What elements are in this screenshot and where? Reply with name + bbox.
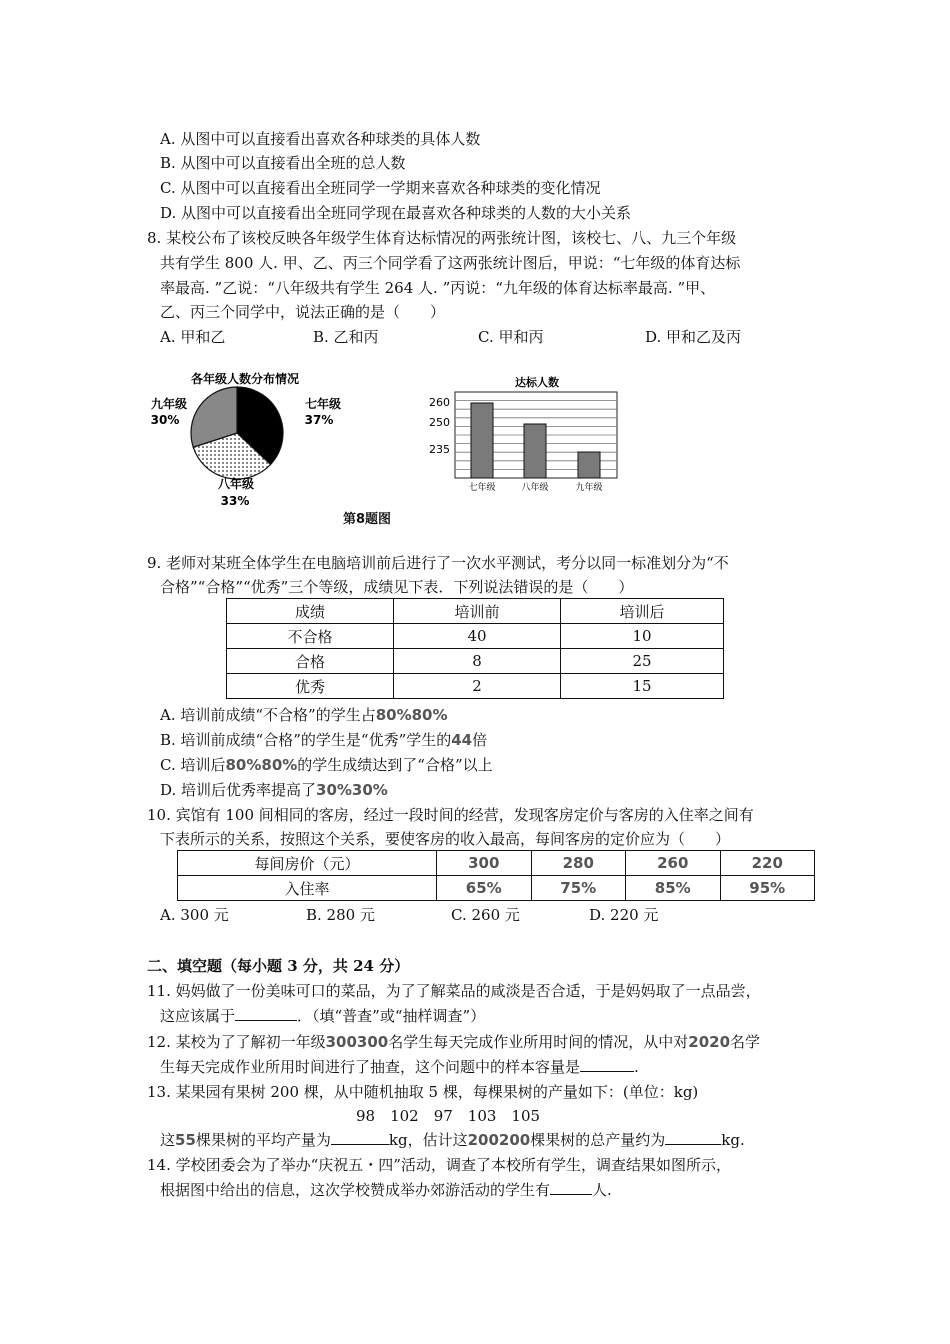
q14-line-1: 14. 学校团委会为了举办“庆祝五・四”活动，调查了本校所有学生，调查结果如图所示， [147, 1156, 731, 1174]
table-header: 入住率 [178, 876, 437, 901]
table-row [227, 624, 724, 649]
table-row [178, 876, 815, 901]
section-2-title: 二、填空题（每小题 3 分，共 24 分） [147, 957, 410, 975]
pie-label-grade7: 七年级 [304, 397, 342, 411]
table-header: 每间房价（元） [178, 851, 437, 876]
table-cell: 260 [626, 851, 721, 876]
bar-ytick-250: 250 [429, 416, 450, 429]
table-cell: 优秀 [227, 674, 394, 699]
table-header: 培训后 [561, 599, 724, 624]
q14-line-2: 根据图中给出的信息，这次学校赞成举办郊游活动的学生有 人. [160, 1181, 612, 1199]
table-cell: 40 [394, 624, 561, 649]
q11-line-2: 这应该属于 ．（填“普查”或“抽样调查”） [160, 1007, 486, 1025]
answer-blank[interactable] [550, 1180, 592, 1195]
q10-option-d: D. 220 元 [589, 906, 659, 924]
q13-line-3: 这55棵果树的平均产量为 kg，估计这200200棵果树的总产量约为 kg. [160, 1131, 745, 1149]
table-cell: 75% [531, 876, 626, 901]
q10-line-1: 10. 宾馆有 100 间相同的客房，经过一段时间的经营，发现客房定价与客房的入住率之间有 [147, 806, 754, 824]
answer-blank[interactable] [580, 1057, 634, 1072]
q9-line-2: 合格”“合格”“优秀”三个等级，成绩见下表．下列说法错误的是（ ） [160, 578, 634, 596]
q8-option-d: D. 甲和乙及丙 [645, 328, 742, 346]
q9-table [226, 598, 724, 699]
q8-line-1: 8. 某校公布了该校反映各年级学生体育达标情况的两张统计图，该校七、八、九三个年级 [147, 229, 737, 247]
table-cell: 8 [394, 649, 561, 674]
bar-grade7 [471, 403, 493, 478]
q8-line-4: 乙、丙三个同学中，说法正确的是（ ） [160, 303, 446, 321]
answer-blank[interactable] [235, 1006, 297, 1021]
q9-option-a: A. 培训前成绩“不合格”的学生占80%80% [160, 706, 448, 724]
table-row [227, 674, 724, 699]
q10-option-a: A. 300 元 [160, 906, 229, 924]
q9-option-b: B. 培训前成绩“合格”的学生是“优秀”学生的44倍 [160, 731, 488, 749]
q8-option-c: C. 甲和丙 [478, 328, 544, 346]
table-cell: 85% [626, 876, 721, 901]
table-header: 成绩 [227, 599, 394, 624]
table-cell: 95% [720, 876, 815, 901]
table-cell: 280 [531, 851, 626, 876]
q7-option-a: A. 从图中可以直接看出喜欢各种球类的具体人数 [160, 130, 481, 148]
bar-ytick-235: 235 [429, 443, 450, 456]
table-cell: 25 [561, 649, 724, 674]
q13-data: 98 102 97 103 105 [356, 1107, 541, 1125]
bar-ytick-260: 260 [429, 396, 450, 409]
table-cell: 合格 [227, 649, 394, 674]
pie-title: 各年级人数分布情况 [190, 372, 300, 386]
q9-option-c: C. 培训后80%80%的学生成绩达到了“合格”以上 [160, 756, 493, 774]
pie-label-grade8: 八年级 [217, 477, 255, 491]
q7-option-c: C. 从图中可以直接看出全班同学一学期来喜欢各种球类的变化情况 [160, 179, 601, 197]
table-cell: 65% [437, 876, 532, 901]
bar-grade9 [578, 452, 600, 478]
table-cell: 300 [437, 851, 532, 876]
table-header: 培训前 [394, 599, 561, 624]
bar-grade8 [524, 424, 546, 478]
q10-option-c: C. 260 元 [451, 906, 520, 924]
table-cell: 2 [394, 674, 561, 699]
table-row [227, 649, 724, 674]
q9-line-1: 9. 老师对某班全体学生在电脑培训前后进行了一次水平测试，考分以同一标准划分为“不 [147, 554, 729, 572]
q11-line-1: 11. 妈妈做了一份美味可口的菜品，为了了解菜品的咸淡是否合适，于是妈妈取了一点品尝， [147, 982, 761, 1000]
q12-line-1: 12. 某校为了了解初一年级300300名学生每天完成作业所用时间的情况，从中对2020名学 [147, 1033, 761, 1051]
q10-option-b: B. 280 元 [306, 906, 375, 924]
answer-blank[interactable] [665, 1130, 721, 1145]
q10-table [177, 850, 815, 901]
table-cell: 不合格 [227, 624, 394, 649]
q7-option-d: D. 从图中可以直接看出全班同学现在最喜欢各种球类的人数的大小关系 [160, 204, 632, 222]
q8-line-3: 率最高. ”乙说：“八年级共有学生 264 人. ”丙说：“九年级的体育达标率最高. ”甲、 [160, 279, 716, 297]
bar-xlabel-grade7: 七年级 [468, 483, 496, 493]
pie-label-grade9: 九年级 [150, 397, 188, 411]
q8-option-a: A. 甲和乙 [160, 328, 226, 346]
pie-chart [145, 365, 345, 513]
table-row [178, 851, 815, 876]
q7-option-b: B. 从图中可以直接看出全班的总人数 [160, 154, 406, 172]
pie-value-grade7: 37% [304, 413, 334, 427]
bar-chart [425, 372, 625, 494]
figure-caption: 第8题图 [343, 512, 392, 527]
bar-xlabel-grade8: 八年级 [521, 483, 549, 493]
q10-line-2: 下表所示的关系，按照这个关系，要使客房的收入最高，每间客房的定价应为（ ） [160, 830, 731, 848]
table-row [227, 599, 724, 624]
q8-line-2: 共有学生 800 人. 甲、乙、丙三个同学看了这两张统计图后，甲说：“七年级的体育达标 [160, 254, 741, 272]
table-cell: 220 [720, 851, 815, 876]
q12-line-2: 生每天完成作业所用时间进行了抽查，这个问题中的样本容量是 . [160, 1058, 639, 1076]
q8-option-b: B. 乙和丙 [313, 328, 379, 346]
table-cell: 15 [561, 674, 724, 699]
bar-title: 达标人数 [515, 376, 559, 389]
answer-blank[interactable] [331, 1130, 389, 1145]
table-cell: 10 [561, 624, 724, 649]
bar-xlabel-grade9: 九年级 [575, 483, 603, 493]
pie-value-grade8: 33% [220, 494, 250, 508]
q9-option-d: D. 培训后优秀率提高了30%30% [160, 781, 388, 799]
q13-line-1: 13. 某果园有果树 200 棵，从中随机抽取 5 棵，每棵果树的产量如下：(单位：kg) [147, 1083, 699, 1101]
pie-value-grade9: 30% [150, 413, 180, 427]
